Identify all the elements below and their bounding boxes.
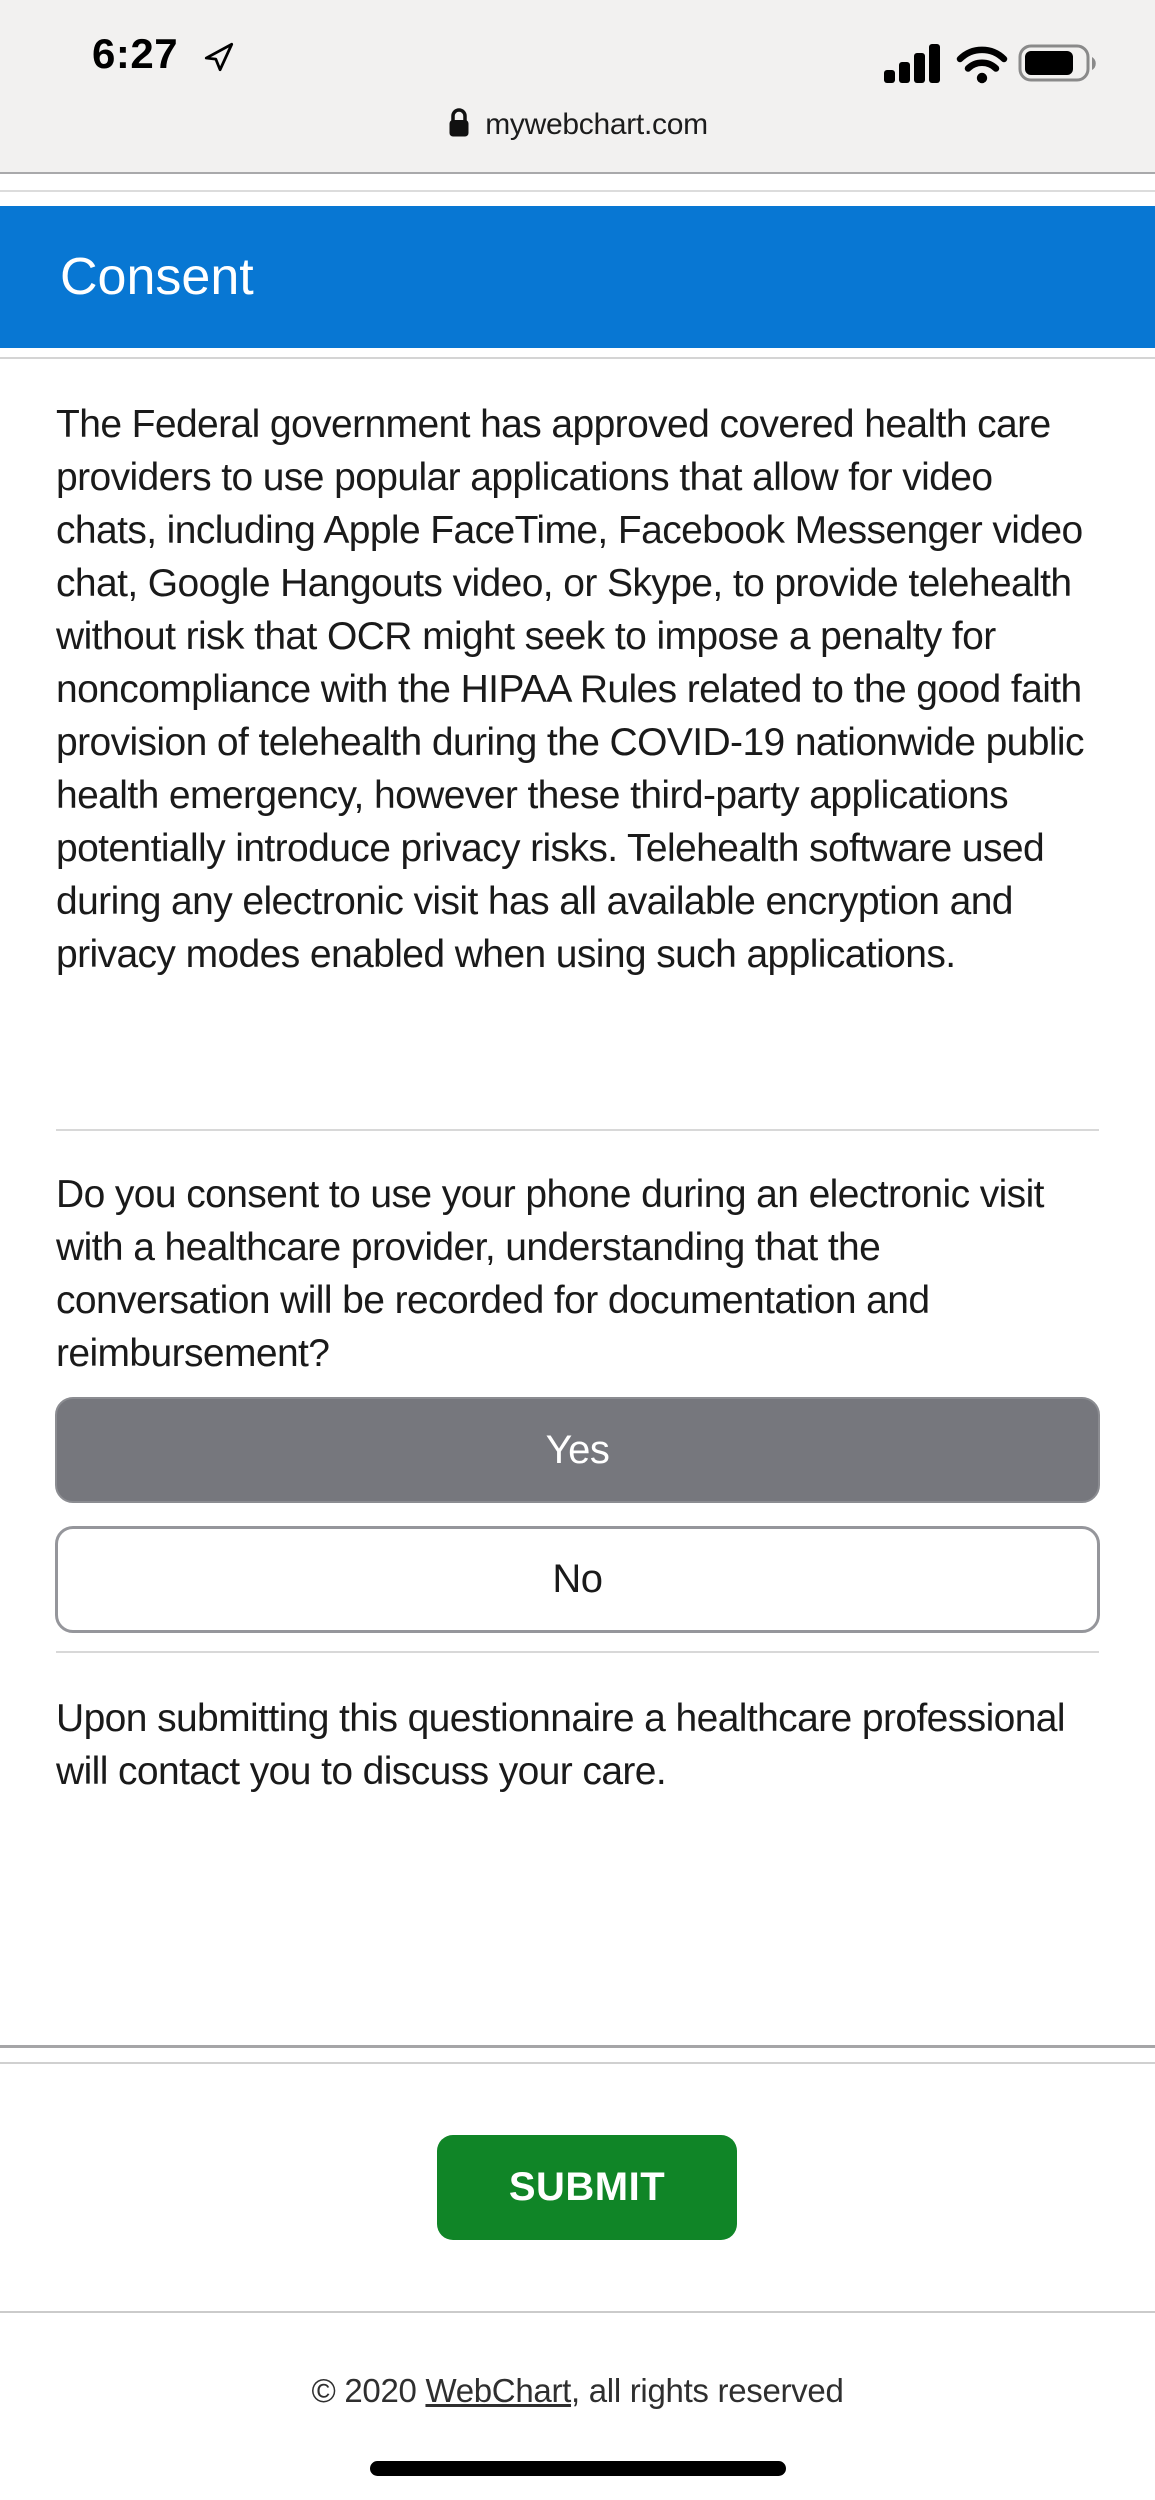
consent-paragraph: The Federal government has approved covered health care providers to use popular applications that allow for video chats, including Apple FaceTime, Facebook Messenger video chat, Google Hangouts video, or Skype, to provide telehealth without risk that OCR might seek to impose a penalty for noncompliance with the HIPAA Rules related to the good faith provision of telehealth during the COVID-19 nationwide public health emergency, however these third-party applications potentially introduce privacy risks. Telehealth software used during any electronic visit has all available encryption and privacy modes enabled when using such applications. <box>56 403 1084 976</box>
address-bar[interactable] <box>0 106 1155 143</box>
home-indicator[interactable] <box>370 2461 786 2476</box>
cellular-signal-icon <box>884 44 942 89</box>
copyright-text <box>0 2372 1155 2410</box>
url-text: mywebchart.com <box>485 107 708 141</box>
submission-note: Upon submitting this questionnaire a healthcare professional will contact you to discuss your care. <box>56 1697 1065 1793</box>
copyright-divider <box>0 2311 1155 2313</box>
status-time: 6:27 <box>92 30 179 77</box>
no-button[interactable]: No <box>55 1526 1100 1633</box>
page-header <box>0 206 1155 348</box>
footer-divider-top <box>0 2045 1155 2048</box>
wifi-icon <box>955 44 1009 89</box>
header-divider <box>0 357 1155 359</box>
webchart-link[interactable]: WebChart <box>425 2372 572 2409</box>
copyright-prefix: © 2020 <box>311 2372 426 2409</box>
chrome-divider <box>0 190 1155 192</box>
copyright-suffix: , all rights reserved <box>571 2372 844 2409</box>
submit-button[interactable]: SUBMIT <box>437 2135 737 2240</box>
lock-icon <box>447 106 471 143</box>
section-divider <box>56 1651 1099 1653</box>
browser-chrome <box>0 0 1155 174</box>
page-title: Consent <box>60 248 254 306</box>
yes-button[interactable]: Yes <box>55 1397 1100 1503</box>
section-divider <box>56 1129 1099 1131</box>
consent-question: Do you consent to use your phone during an electronic visit with a healthcare provider, understanding that the conversation will be recorded for documentation and reimbursement? <box>56 1173 1044 1375</box>
battery-icon <box>1018 44 1102 89</box>
footer-divider-bottom <box>0 2062 1155 2064</box>
location-arrow-icon <box>202 40 236 79</box>
